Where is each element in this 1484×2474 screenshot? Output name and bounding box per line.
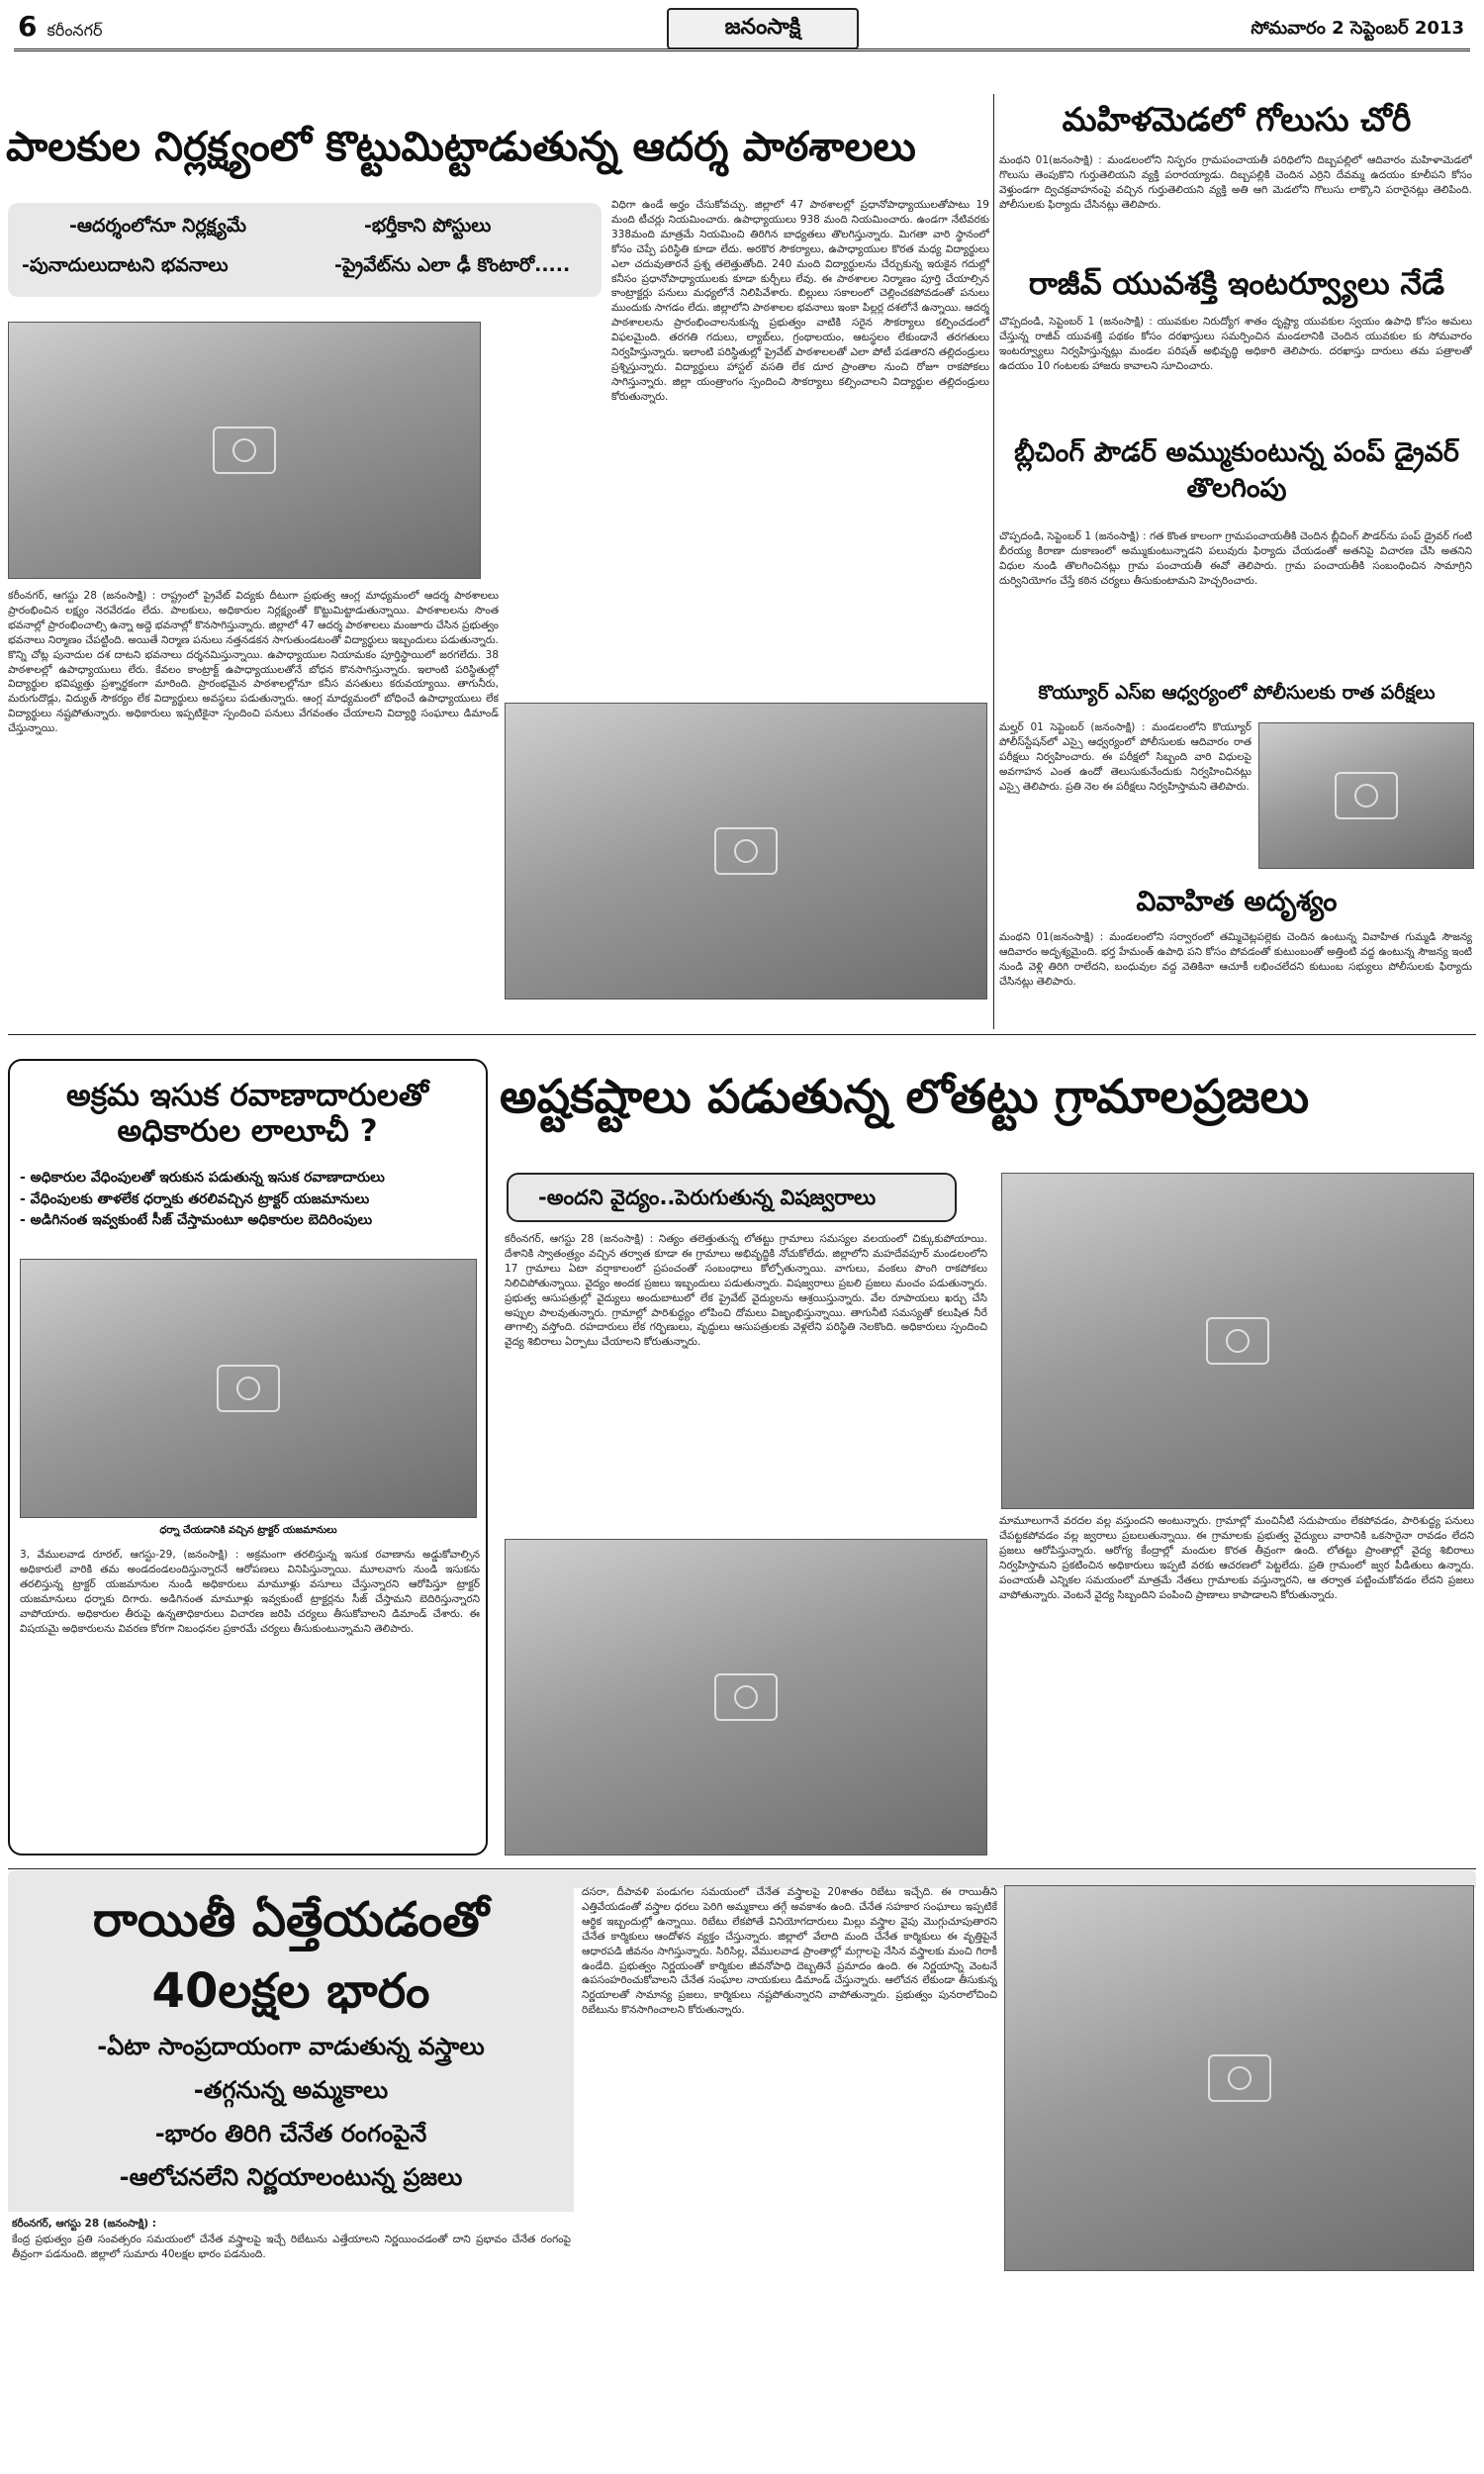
villages-tag-box [507, 1173, 957, 1222]
weaver-lead: కేంద్ర ప్రభుత్వం ప్రతి సంవత్సరం సమయంలో చేనేత వస్త్రాలపై ఇచ్చే రిబేటును ఎత్తేయాలని నిర్ణయించడంతో దాని ప్రభావం చేనేత రంగంపై తీవ్రంగా పడనుంది. జిల్లాలో సుమారు 40లక్షల భారం పడనుంది. [12, 2234, 571, 2260]
school-tag-3: -పునాదులుదాటని భవనాలు [22, 254, 229, 276]
school-headline: పాలకుల నిర్లక్ష్యంలో కొట్టుమిట్టాడుతున్న ఆదర్శ పాఠశాలలు [6, 123, 916, 170]
photo-icon [714, 827, 778, 875]
weaver-sub-1: -ఏటా సాంప్రదాయంగా వాడుతున్న వస్త్రాలు [97, 2033, 485, 2060]
tractor-photo-caption: ధర్నా చేయడానికి వచ్చిన ట్రాక్టర్ యజమానులు [159, 1525, 337, 1536]
sand-article-box [8, 1059, 488, 1856]
newspaper-logo: జనంసాక్షి [667, 8, 859, 49]
sand-bullets [20, 1168, 480, 1232]
villages-body-right: మామూలుగానే వరదల వల్ల వస్తుందని అంటున్నారు. గ్రామాల్లో మంచినీటి సదుపాయం లేకపోవడం, పారిశుద్ధ్య పనులు చేపట్టకపోవడం వల్ల జ్వరాలు ప్రబలుతున్నాయి. ఈ గ్రామాలకు ప్రభుత్వ వైద్యులు వారానికి ఒకసారైనా రావడం లేదని ప్రజలు ఆరోపిస్తున్నారు. ఆరోగ్య కేంద్రాల్లో మందుల కొరత తీవ్రంగా ఉంది. లోతట్టు ప్రాంతాల్లో వైద్య శిబిరాలు నిర్వహిస్తామని ప్రకటించిన అధికారులు ఇప్పటి వరకు ఆచరణలో పెట్టలేదు. ప్రతి గ్రామంలో జ్వర పీడితులు ఉన్నారు. పంచాయతీ ఎన్నికల సమయంలో మాత్రమే నేతలు గ్రామాలకు వస్తున్నారని, ఆ తర్వాత పట్టించుకోవడం లేదని ప్రజలు వాపోతున్నారు. వెంటనే వైద్య సిబ్బందిని పంపించి ప్రాణాలు కాపాడాలని కోరుతున్నారు. [999, 1515, 1474, 1601]
sand-headline: అక్రమ ఇసుక రవాణాదారులతో అధికారుల లాలూచీ ? [66, 1078, 428, 1149]
photo-icon [217, 1365, 280, 1412]
yuvashakti-headline: రాజీవ్ యువశక్తి ఇంటర్వ్యూలు నేడే [1028, 266, 1445, 302]
weaver-byline: కరీంనగర్, ఆగస్టు 28 (జనంసాక్షి) : [12, 2218, 156, 2230]
chain-theft-body: మంథని 01(జనంసాక్షి) : మండలంలోని నిస్ఫరం గ్రామపంచాయతీ పరిధిలోని దిబ్బపల్లిలో ఆదివారం మహిళామెడలో గొలుసు తెంపుకొని గుర్తుతెలియని వ్యక్తి పరారయ్యాడు. దిబ్బపల్లికి చెందిన ఎర్రిని దేవమ్మ ఉదయం కూలీపని కోసం వెళ్తుండగా ద్విచక్రవాహనంపై వచ్చిన గుర్తుతెలియని వ్యక్తి అతి ఆగి మెడలోని గొలుసు లాక్కొని పరారైనట్లు తెలిపింది. పోలీసులకు ఫిర్యాదు చేసినట్లు తెలిపారు. [999, 154, 1472, 211]
school-tags-box [8, 203, 602, 297]
missing-woman-body: మంథని 01(జనంసాక్షి) : మండలంలోని సర్వారంలో తమ్మిచెట్లపల్లెకు చెందిన ఉంటున్న వివాహిత గుమ్మడి సౌజన్య ఆదివారం అదృశ్యమైంది. భర్త హేమంత్ ఉపాధి పని కోసం పోవడంతో కుటుంబంతో అత్తింటి వద్ద ఉంటున్న సౌజన్య ఇంటి నుండి వెళ్లి తిరిగి రాలేదని, బంధువుల వద్ద వెతికినా ఆచూకీ లభించలేదని కుటుంబ సభ్యులు పోలీసులకు ఫిర్యాదు చేసినట్లు తెలిపారు. [999, 931, 1472, 988]
villages-tag: -అందని వైద్యం..పెరుగుతున్న విషజ్వరాలు [538, 1186, 877, 1209]
hospital-patients-photo [505, 1539, 987, 1856]
page-number: 6 కరీంనగర్ [18, 10, 103, 43]
issue-date: సోమవారం 2 సెప్టెంబర్ 2013 [1251, 18, 1464, 39]
weaver-body: దసరా, దీపావళి పండుగల సమయంలో చేనేత వస్త్రాలపై 20శాతం రిబేటు ఇచ్చేది. ఈ రాయితీని ఎత్తివేయడంతో వస్త్రాల ధరలు పెరిగి అమ్మకాలు తగ్గే అవకాశం ఉంది. చేనేత సహకార సంఘాలు ఇప్పటికే ఆర్థిక ఇబ్బందుల్లో ఉన్నాయి. రిబేటు లేకపోతే వినియోగదారులు మిల్లు వస్త్రాల వైపు మొగ్గుచూపుతారని చేనేత కార్మికులు ఆందోళన వ్యక్తం చేస్తున్నారు. జిల్లాలో వేలాది మంది చేనేత కార్మికులు ఈ వృత్తిపైనే ఆధారపడి జీవనం సాగిస్తున్నారు. సిరిసిల్ల, వేములవాడ ప్రాంతాల్లో మగ్గాలపై నేసిన వస్త్రాలకు మంచి గిరాకీ ఉండేది. ప్రభుత్వం నిర్ణయంతో కార్మికుల జీవనోపాధి దెబ్బతినే ప్రమాదం ఉంది. ఈ నిర్ణయాన్ని వెంటనే ఉపసంహరించుకోవాలని చేనేత సంఘాల నాయకులు డిమాండ్ చేస్తున్నారు. ఆలోచన లేకుండా తీసుకున్న నిర్ణయాలతో సామాన్య ప్రజలు, కార్మికులు నష్టపోతున్నారని వాపోతున్నారు. ప్రభుత్వం పునరాలోచించి రిబేటును కొనసాగించాలని కోరుతున్నారు. [582, 1886, 997, 2017]
page-header [14, 8, 1470, 51]
school-body-right: విధిగా ఉండే అర్హం చేసుకోవచ్చు. జిల్లాలో 47 పాఠశాలల్లో ప్రధానోపాధ్యాయులతోపాటు 19 మంది టీచర్లు నియమించారు. ఉపాధ్యాయులు 938 మంది నియమించారు. ఉండగా నేటివరకు 338మంది మాత్రమే నియమించి తిరిగిన బాధ్యతలు తొలగిస్తున్నారు. మిగతా వారి స్థానంలో కోసం చెప్పే పరిస్థితి కూడా లేదు. అరకొర సౌకర్యాలు, ఉపాధ్యాయుల కొరత మధ్య విద్యార్థులు ఎలా చదువుతారనే ప్రశ్న తలెత్తుతోంది. 240 మంది విద్యార్థులను చేర్చుకున్న ఇరుకైన గదుల్లో కనీసం ప్రధానోపాధ్యాయులకు కూడా కుర్చీలు లేవు. ఈ పాఠశాలల నిర్మాణం పూర్తి చేయాల్సిన కాంట్రాక్టర్లు పనులు మధ్యలోనే నిలిపివేశారు. బిల్లులు సకాలంలో చెల్లించకపోవడంతో పనులు ముందుకు సాగడం లేదు. జిల్లాలోని పాఠశాలల భవనాలు ఇంకా పిల్లర్ల దశలోనే ఉన్నాయి. ఆదర్శ పాఠశాలలను ప్రారంభించాలనుకున్న ప్రభుత్వం వాటికి సరైన సౌకర్యాలు కల్పించడంలో విఫలమైంది. తరగతి గదులు, ల్యాబ్‌లు, గ్రంథాలయం, ఆటస్థలం లేకుండానే తరగతులు నిర్వహిస్తున్నారు. ఇలాంటి పరిస్థితుల్లో ప్రైవేట్ పాఠశాలలతో ఎలా పోటీ పడతారని తల్లిదండ్రులు ప్రశ్నిస్తున్నారు. విద్యార్థులు హాస్టల్ వసతి లేక దూర ప్రాంతాల నుంచి రోజూ రాకపోకలు సాగిస్తున్నారు. జిల్లా యంత్రాంగం స్పందించి సౌకర్యాలు కల్పించాలని విద్యార్థుల తల్లిదండ్రులు కోరుతున్నారు. [611, 199, 989, 403]
section-divider [8, 1034, 1476, 1035]
school-tag-4: -ప్రైవేట్‌ను ఎలా ఢీ కొంటారో..... [334, 254, 571, 276]
weaver-headline-2: 40లక్షల భారం [151, 1963, 430, 2019]
photo-icon [213, 427, 276, 474]
police-exam-body: మల్హర్ 01 సెప్టెంబర్ (జనంసాక్షి) : మండలంలోని కొయ్యూర్ పోలీస్‌స్టేషన్‌లో ఎస్సై ఆధ్వర్యంలో పోలీసులకు ఆదివారం రాత పరీక్షలు నిర్వహించారు. ఈ పరీక్షలో సిబ్బంది వారి విధులపై అవగాహన ఎంత ఉందో తెలుసుకునేందుకు నిర్వహించినట్లు ఎస్సై తెలిపారు. ప్రతి నెల ఈ పరీక్షలు నిర్వహిస్తామని తెలిపారు. [999, 721, 1252, 793]
school-body-left: కరీంనగర్, ఆగస్టు 28 (జనంసాక్షి) : రాష్ట్రంలో ప్రైవేట్ విద్యకు దీటుగా ప్రభుత్వ ఆంగ్ల మాధ్యమంలో ఆదర్శ పాఠశాలలు ప్రారంభించిన లక్ష్యం నెరవేరడం లేదు. పాలకులు, అధికారుల నిర్లక్ష్యంతో కొట్టుమిట్టాడుతున్నాయి. పాఠశాలలను సొంత భవనాల్లో ప్రారంభించాల్సి ఉన్నా అద్దె భవనాల్లో కొనసాగిస్తున్నారు. జిల్లాలో 47 ఆదర్శ పాఠశాలలు మంజూరు చేసిన ప్రభుత్వం భవనాలు నిర్మాణం చేపట్టింది. అయితే నిర్మాణ పనులు నత్తనడకన సాగుతుండటంతో విద్యార్థులు ఇబ్బందులు పడుతున్నారు. కొన్ని చోట్ల పునాదుల దశ దాటని భవనాలు దర్శనమిస్తున్నాయి. ఉపాధ్యాయుల నియామకం పూర్తిస్థాయిలో జరగలేదు. 38 పాఠశాలల్లో ఉపాధ్యాయులు లేరు. కేవలం కాంట్రాక్ట్ ఉపాధ్యాయులతోనే బోధన కొనసాగిస్తున్నారు. ఇలాంటి పరిస్థితుల్లో విద్యార్థుల భవిష్యత్తు ప్రశ్నార్థకంగా మారింది. ప్రారంభమైన పాఠశాలల్లోనూ కనీస వసతులు కరువయ్యాయి. తాగునీరు, మరుగుదొడ్లు, విద్యుత్ సౌకర్యం లేక విద్యార్థులు అవస్థలు పడుతున్నారు. ఆంగ్ల మాధ్యమంలో బోధించే ఉపాధ్యాయులు లేక విద్యార్థులు నష్టపోతున్నారు. అధికారులు ఇప్పటికైనా స్పందించి పనులు వేగవంతం చేయాలని విద్యార్థి సంఘాలు డిమాండ్ చేస్తున్నాయి. [8, 590, 499, 735]
sand-body: 3, వేములవాడ రూరల్, ఆగస్టు-29, (జనంసాక్షి) : అక్రమంగా తరలిస్తున్న ఇసుక రవాణాను అడ్డుకోవాల్సిన అధికారులే వారికి తమ అండదండలందిస్తున్నారనే ఆరోపణలు వినిపిస్తున్నాయి. మూలవాగు నుండి ఇసుకను తరలిస్తున్న ట్రాక్టర్ యజమానుల నుండి అధికారులు మామూళ్లు వసూలు చేస్తున్నారని ఆరోపిస్తూ ట్రాక్టర్ యజమానులు ధర్నాకు దిగారు. అడిగినంత మామూళ్లు ఇవ్వకుంటే ట్రాక్టర్లను సీజ్ చేస్తామని బెదిరిస్తున్నారని వాపోయారు. అధికారుల తీరుపై ఉన్నతాధికారులు విచారణ జరిపి చర్యలు తీసుకోవాలని డిమాండ్ చేశారు. ఈ విషయమై అధికారులను వివరణ కోరగా నిబంధనల ప్రకారమే చర్యలు తీసుకుంటున్నామని తెలిపారు. [20, 1549, 480, 1635]
construction-photo [505, 703, 987, 999]
photo-icon [714, 1673, 778, 1721]
section-divider [8, 1868, 1476, 1869]
villages-body-left: కరీంనగర్, ఆగస్టు 28 (జనంసాక్షి) : నిత్యం తలెత్తుతున్న లోతట్టు గ్రామాలు సమస్యల వలయంలో చిక్కుకుపోయాయి. దేశానికి స్వాతంత్ర్యం వచ్చిన తర్వాత కూడా ఈ గ్రామాలు అభివృద్ధికి నోచుకోలేదు. జిల్లాలోని మహదేవపూర్ మండలంలోని 17 గ్రామాలు ఏటా వర్షాకాలంలో ప్రపంచంతో సంబంధాలు కోల్పోతున్నాయి. వాగులు, వంకలు పొంగి రాకపోకలు నిలిచిపోతున్నాయి. వైద్యం అందక ప్రజలు ఇబ్బందులు పడుతున్నారు. విషజ్వరాలు ప్రబలి ప్రజలు మంచం పడుతున్నారు. ప్రభుత్వ ఆసుపత్రుల్లో వైద్యులు అందుబాటులో లేక ప్రైవేట్ వైద్యులను ఆశ్రయిస్తున్నారు. వేల రూపాయలు ఖర్చు చేసి అప్పుల పాలవుతున్నారు. గ్రామాల్లో పారిశుద్ధ్యం లోపించి దోమలు విజృంభిస్తున్నాయి. తాగునీటి సమస్యతో కలుషిత నీరే తాగాల్సి వస్తోంది. రహదారులు లేక గర్భిణులు, వృద్ధులు ఆసుపత్రులకు వెళ్లలేని పరిస్థితి నెలకొంది. అధికారులు స్పందించి వైద్య శిబిరాలు ఏర్పాటు చేయాలని కోరుతున్నారు. [505, 1233, 987, 1349]
edition-name: కరీంనగర్ [46, 21, 103, 40]
weaver-heading-panel [8, 1885, 574, 2212]
missing-woman-headline: వివాహిత అదృశ్యం [1136, 885, 1338, 917]
tractor-owners-photo [20, 1259, 477, 1518]
weaver-headline-1: రాయితీ ఏత్తేయడంతో [92, 1892, 490, 1948]
bleaching-headline: బ్లీచింగ్ పౌడర్ అమ్ముకుంటున్న పంప్ డ్రైవర్ తొలగింపు [1014, 437, 1459, 505]
photo-icon [1206, 1317, 1269, 1365]
photo-icon [1335, 772, 1398, 819]
weaver-sub-2: -తగ్గనున్న అమ్మకాలు [193, 2076, 389, 2104]
photo-icon [1208, 2054, 1271, 2102]
handloom-shop-photo [1004, 1885, 1474, 2271]
police-exam-headline: కొయ్యూర్ ఎస్ఐ ఆధ్వర్యంలో పోలీసులకు రాత పరీక్షలు [1038, 682, 1436, 704]
school-building-photo [8, 322, 481, 579]
chain-theft-headline: మహిళమెడలో గోలుసు చోరీ [1062, 100, 1412, 139]
police-exam-photo [1258, 722, 1474, 869]
sand-bullet-3: - అడిగినంత ఇవ్వకుంటే సీజ్ చేస్తామంటూ అధికారుల బెదిరింపులు [20, 1212, 373, 1229]
school-tag-1: -ఆదర్శంలోనూ నిర్లక్ష్యమే [69, 215, 246, 237]
weaver-sub-4: -ఆలోచనలేని నిర్ణయాలంటున్న ప్రజలు [119, 2163, 463, 2191]
school-tag-2: -భర్తీకాని పోస్టులు [364, 215, 492, 237]
flood-village-photo [1001, 1173, 1474, 1509]
bleaching-body: చొప్పదండి, సెప్టెంబర్ 1 (జనంసాక్షి) : గత కొంత కాలంగా గ్రామపంచాయతీకి చెందిన బ్లీచింగ్ పౌడర్‌ను పంప్ డ్రైవర్ గంటి బీరయ్య కిరాణా దుకాణంలో అమ్ముకుంటున్నాడని పలువురు ఫిర్యాదు చేయడంతో అతనిపై విచారణ చేసి అతనిని విధుల నుండి తొలగించినట్లు గ్రామ పంచాయతీ ఈవో తెలిపారు. గ్రామ పంచాయతీకి సంబంధించిన సామాగ్రిని దుర్వినియోగం చేస్తే కఠిన చర్యలు తీసుకుంటామని హెచ్చరించారు. [999, 530, 1472, 587]
weaver-sub-3: -భారం తిరిగి చేనేత రంగంపైనే [154, 2120, 427, 2147]
sand-bullet-2: - వేధింపులకు తాళలేక ధర్నాకు తరలివచ్చిన ట్రాక్టర్ యజమానులు [20, 1190, 370, 1207]
villages-headline: అష్టకష్టాలు పడుతున్న లోతట్టు గ్రామాలప్రజలు [500, 1070, 1310, 1124]
sand-bullet-1: - అధికారుల వేధింపులతో ఇరుకున పడుతున్న ఇసుక రవాణాదారులు [20, 1170, 385, 1186]
column-divider [993, 94, 994, 1029]
yuvashakti-body: చొప్పదండి, సెప్టెంబర్ 1 (జనంసాక్షి) : యువకుల నిరుద్యోగ శాతం దృష్ట్యా యువకుల స్వయం ఉపాధి కోసం అమలు చేస్తున్న రాజీవ్ యువశక్తి పథకం కోసం దరఖాస్తులు సమర్పించిన మండలానికి చెందిన యువకుల కు సోమవారం ఇంటర్వ్యూలు నిర్వహిస్తున్నట్లు మండల పరిషత్ అభివృద్ధి అధికారి తెలిపారు. దరఖాస్తు దారులు తమ పత్రాలతో ఉదయం 10 గంటలకు హాజరు కావాలని సూచించారు. [999, 316, 1472, 372]
